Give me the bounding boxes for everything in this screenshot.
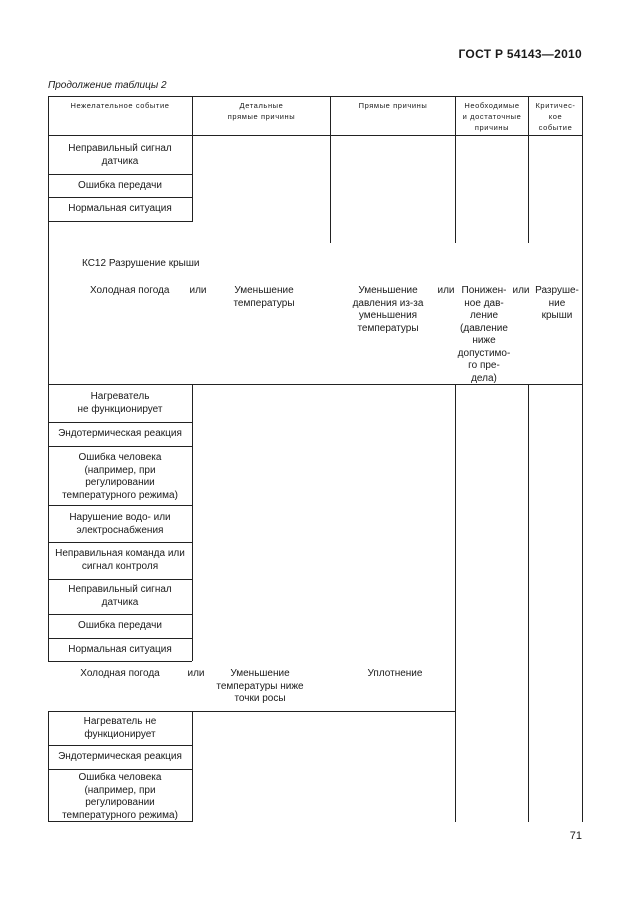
table-continuation-caption: Продолжение таблицы 2 xyxy=(48,80,167,91)
cell-temp-below-dew-point: Уменьшение температуры ниже точки росы xyxy=(216,668,304,704)
event-sensor-signal-2: Неправильный сигнал датчика xyxy=(68,584,172,608)
event-endothermic-reaction: Эндотермическая реакция xyxy=(58,428,182,439)
event-transmission-error: Ошибка передачи xyxy=(78,180,162,191)
cell-or-1: или xyxy=(189,285,207,296)
event-wrong-control-command: Неправильная команда или сигнал контроля xyxy=(55,548,185,572)
standard-number: ГОСТ Р 54143—2010 xyxy=(458,47,582,61)
page-number: 71 xyxy=(569,830,582,842)
section-title-kc12: КС12 Разрушение крыши xyxy=(82,258,200,269)
cell-or-2: или xyxy=(437,285,455,296)
event-heater-not-working: Нагреватель не функционирует xyxy=(77,391,163,415)
cell-or-4: или xyxy=(187,668,205,679)
column-header-undesired-event: Нежелательное событие xyxy=(70,101,170,110)
event-human-error: Ошибка человека (например, при регулировании температурного режима) xyxy=(62,452,178,501)
event-sensor-signal: Неправильный сигнал датчика xyxy=(68,143,172,167)
cell-compaction: Уплотнение xyxy=(367,668,423,679)
event-heater-not-working-2: Нагреватель не функционирует xyxy=(83,716,157,740)
column-header-detailed-direct-causes: Детальные прямые причины xyxy=(227,101,296,121)
event-human-error-2: Ошибка человека (например, при регулировании температурного режима) xyxy=(62,772,178,821)
column-header-necessary-sufficient-causes: Необходимые и достаточные причины xyxy=(462,101,522,132)
event-water-power-failure: Нарушение водо- или электроснабжения xyxy=(69,512,171,536)
cell-temperature-decrease: Уменьшение температуры xyxy=(233,285,295,309)
column-header-critical-event: Критичес- кое событие xyxy=(535,101,576,132)
cell-cold-weather: Холодная погода xyxy=(90,285,170,296)
column-header-direct-causes: Прямые причины xyxy=(358,101,428,110)
cell-or-3: или xyxy=(512,285,530,296)
event-normal-situation: Нормальная ситуация xyxy=(68,203,172,214)
event-endothermic-reaction-2: Эндотермическая реакция xyxy=(58,751,182,762)
event-transmission-error-2: Ошибка передачи xyxy=(78,620,162,631)
cell-low-pressure: Понижен- ное дав- ление (давление ниже допустимо- го пре- дела) xyxy=(457,285,511,384)
cell-pressure-decrease: Уменьшение давления из-за уменьшения температуры xyxy=(352,285,424,334)
event-normal-situation-2: Нормальная ситуация xyxy=(68,644,172,655)
cell-roof-failure: Разруше- ние крыши xyxy=(535,285,579,321)
cell-cold-weather-2: Холодная погода xyxy=(80,668,160,679)
